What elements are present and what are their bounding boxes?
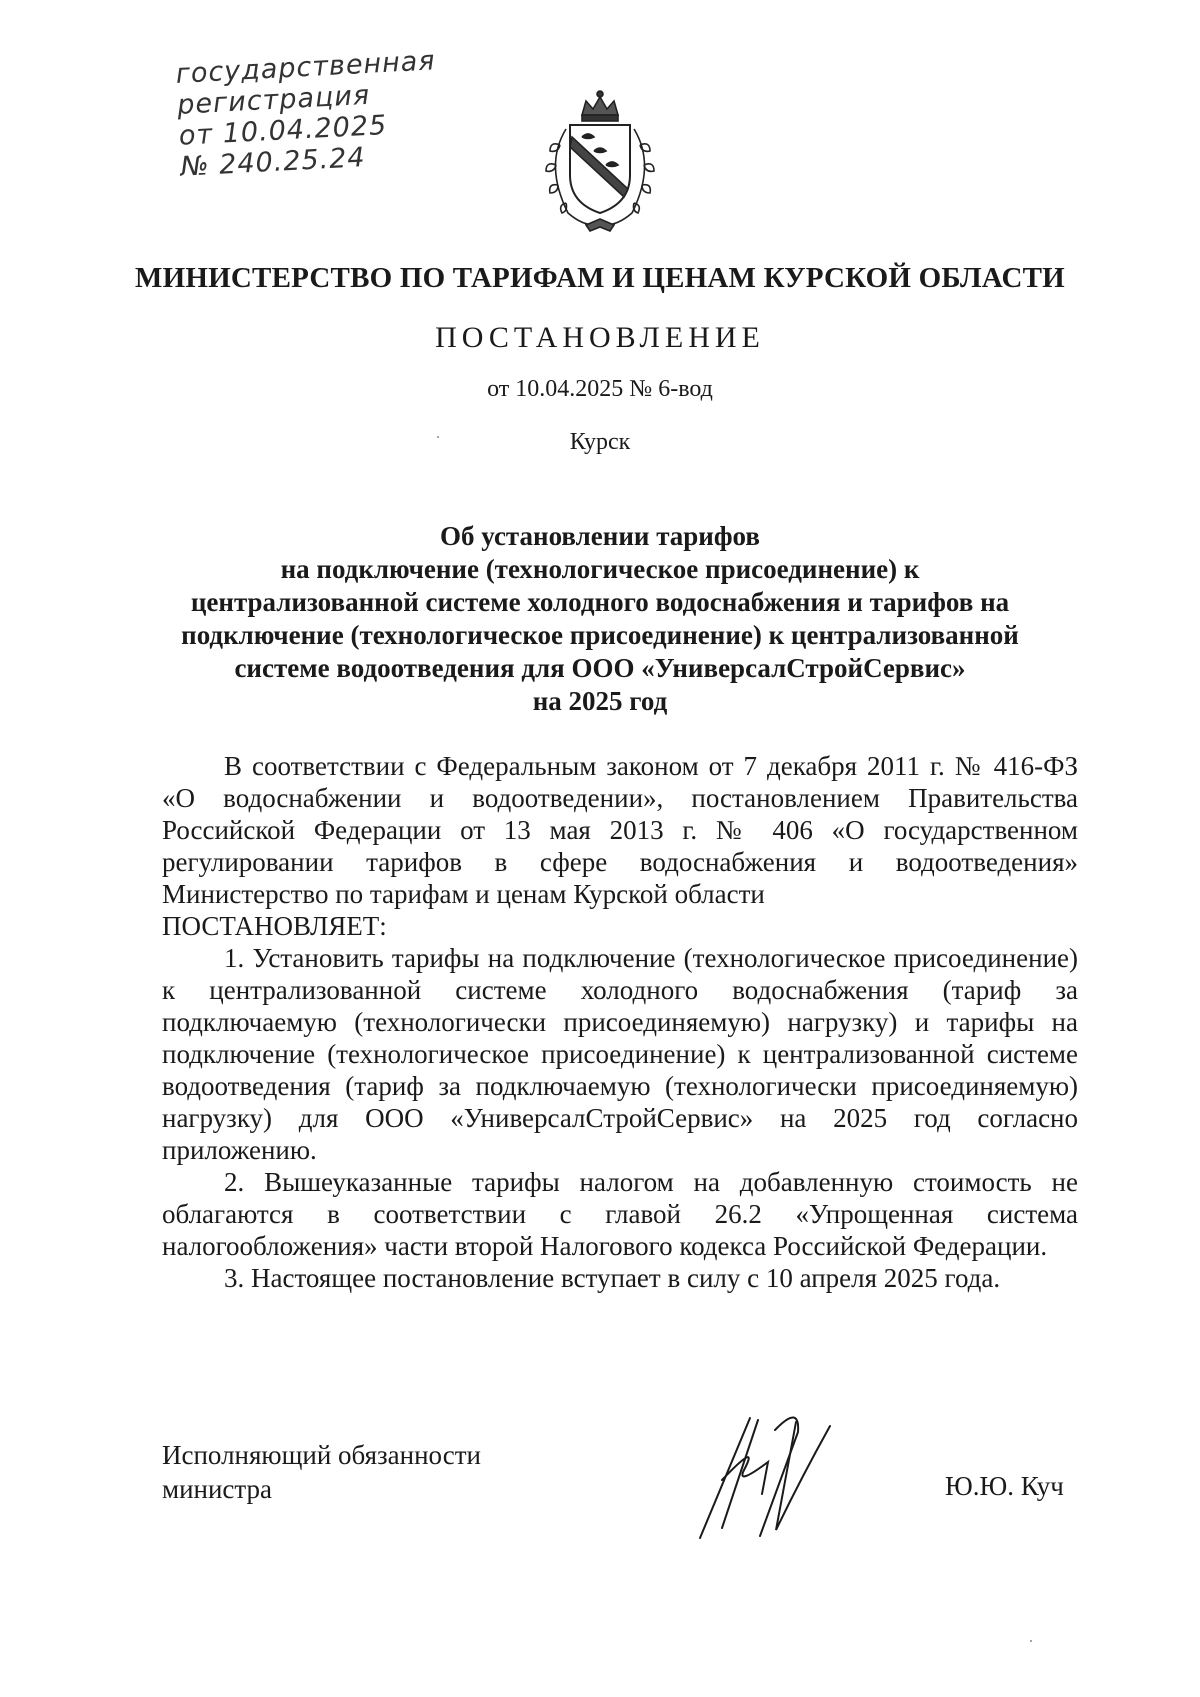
handwritten-registration-note: [175, 45, 441, 182]
item-paragraph: 1. Установить тарифы на подключение (технологическое присоединение) к централизованной системе холодного водоснабжения (тариф за подключаемую (технологически присоединяемую) нагрузку) и тарифы на подключение (технологическое присоединение) к централизованной системе водоотведения (тариф за подключаемую (технологически присоединяемую) нагрузку) для ООО «УниверсалСтройСервис» на 2025 год согласно приложению.: [162, 943, 1078, 1165]
title-line: на 2025 год: [532, 686, 668, 716]
signatory-position: [162, 1438, 481, 1506]
item-paragraph: 2. Вышеуказанные тарифы налогом на добавленную стоимость не облагаются в соответствии с главой 26.2 «Упрощенная система налогообложения» части второй Налогового кодекса Российской Федерации.: [162, 1167, 1078, 1261]
coat-of-arms-emblem: [530, 85, 670, 235]
signatory-name: Ю.Ю. Куч: [945, 1471, 1064, 1501]
item-paragraph: 3. Настоящее постановление вступает в силу с 10 апреля 2025 года.: [224, 1263, 1001, 1293]
handwritten-signature: [680, 1410, 890, 1545]
resolves-keyword: ПОСТАНОВЛЯЕТ:: [162, 911, 387, 941]
signatory-position-line: Исполняющий обязанности: [162, 1440, 481, 1470]
ministry-heading: МИНИСТЕРСТВО ПО ТАРИФАМ И ЦЕНАМ КУРСКОЙ ОБЛАСТИ: [135, 262, 1065, 294]
preamble-paragraph: В соответствии с Федеральным законом от 7 декабря 2011 г. № 416-ФЗ «О водоснабжении и водоотведении», постановлением Правительства Российской Федерации от 13 мая 2013 г. № 406 «О государственном регулировании тарифов в сфере водоснабжения и водоотведения» Министерство по тарифам и ценам Курской области: [162, 751, 1078, 909]
handwritten-line: государственная: [174, 45, 437, 90]
handwritten-line: от 10.04.2025: [178, 109, 388, 152]
title-line: централизованной системе холодного водоснабжения и тарифов на: [190, 587, 1010, 617]
scan-speck: [1030, 1640, 1032, 1642]
handwritten-line: № 240.25.24: [179, 142, 367, 183]
signatory-position-line: министра: [162, 1474, 273, 1504]
title-line: Об установлении тарифов: [440, 521, 760, 551]
document-city: Курск: [569, 429, 631, 455]
scan-speck: [437, 436, 439, 438]
handwritten-line: регистрация: [176, 79, 371, 121]
title-line: подключение (технологическое присоединение) к централизованной: [181, 620, 1019, 650]
document-number-date: от 10.04.2025 № 6-вод: [487, 376, 713, 402]
document-body: [162, 750, 1078, 1294]
title-line: на подключение (технологическое присоединение) к: [280, 554, 920, 584]
document-title: [160, 520, 1040, 718]
title-line: системе водоотведения для ООО «УниверсалСтройСервис»: [234, 653, 966, 683]
document-type: ПОСТАНОВЛЕНИЕ: [435, 321, 765, 354]
